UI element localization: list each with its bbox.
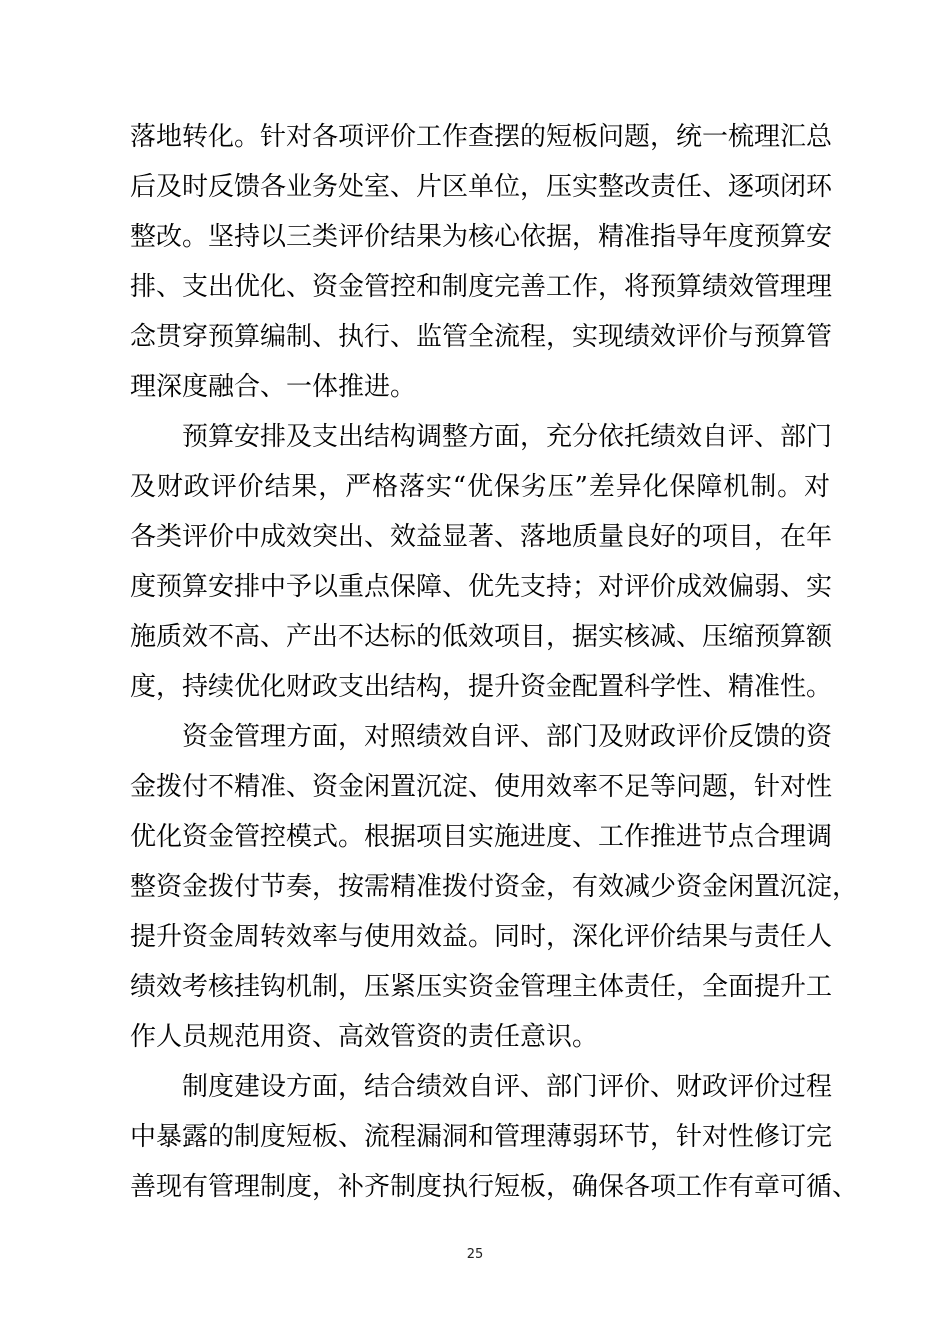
paragraph-2 [130, 412, 833, 712]
text-line: 度，持续优化财政支出结构，提升资金配置科学性、精准性。 [130, 672, 833, 702]
text-line: 念贯穿预算编制、执行、监管全流程，实现绩效评价与预算管 [130, 322, 833, 352]
text-line: 各类评价中成效突出、效益显著、落地质量良好的项目，在年 [130, 522, 833, 552]
text-line: 善现有管理制度，补齐制度执行短板，确保各项工作有章可循、 [130, 1172, 859, 1202]
text-line: 后及时反馈各业务处室、片区单位，压实整改责任、逐项闭环 [130, 172, 833, 202]
text-line: 整改。坚持以三类评价结果为核心依据，精准指导年度预算安 [130, 222, 833, 252]
text-line: 制度建设方面，结合绩效自评、部门评价、财政评价过程 [182, 1072, 833, 1102]
text-line: 落地转化。针对各项评价工作查摆的短板问题，统一梳理汇总 [130, 122, 833, 152]
text-line: 度预算安排中予以重点保障、优先支持；对评价成效偏弱、实 [130, 572, 833, 602]
text-line: 及财政评价结果，严格落实“优保劣压”差异化保障机制。对 [130, 472, 830, 502]
paragraph-4 [130, 1062, 859, 1212]
text-line: 中暴露的制度短板、流程漏洞和管理薄弱环节，针对性修订完 [130, 1122, 833, 1152]
text-line: 提升资金周转效率与使用效益。同时，深化评价结果与责任人 [130, 922, 833, 952]
paragraph-3 [130, 712, 859, 1062]
text-line: 金拨付不精准、资金闲置沉淀、使用效率不足等问题，针对性 [130, 772, 833, 802]
body-text [130, 112, 859, 1212]
text-line: 排、支出优化、资金管控和制度完善工作，将预算绩效管理理 [130, 272, 833, 302]
text-line: 预算安排及支出结构调整方面，充分依托绩效自评、部门 [182, 422, 833, 452]
text-line: 理深度融合、一体推进。 [130, 372, 417, 402]
paragraph-1 [130, 112, 833, 412]
text-line: 整资金拨付节奏，按需精准拨付资金，有效减少资金闲置沉淀， [130, 872, 859, 902]
text-line: 资金管理方面，对照绩效自评、部门及财政评价反馈的资 [182, 722, 833, 752]
text-line: 作人员规范用资、高效管资的责任意识。 [130, 1022, 599, 1052]
text-line: 优化资金管控模式。根据项目实施进度、工作推进节点合理调 [130, 822, 833, 852]
page-number: 25 [466, 1247, 484, 1262]
text-line: 施质效不高、产出不达标的低效项目，据实核减、压缩预算额 [130, 622, 833, 652]
text-line: 绩效考核挂钩机制，压紧压实资金管理主体责任，全面提升工 [130, 972, 833, 1002]
